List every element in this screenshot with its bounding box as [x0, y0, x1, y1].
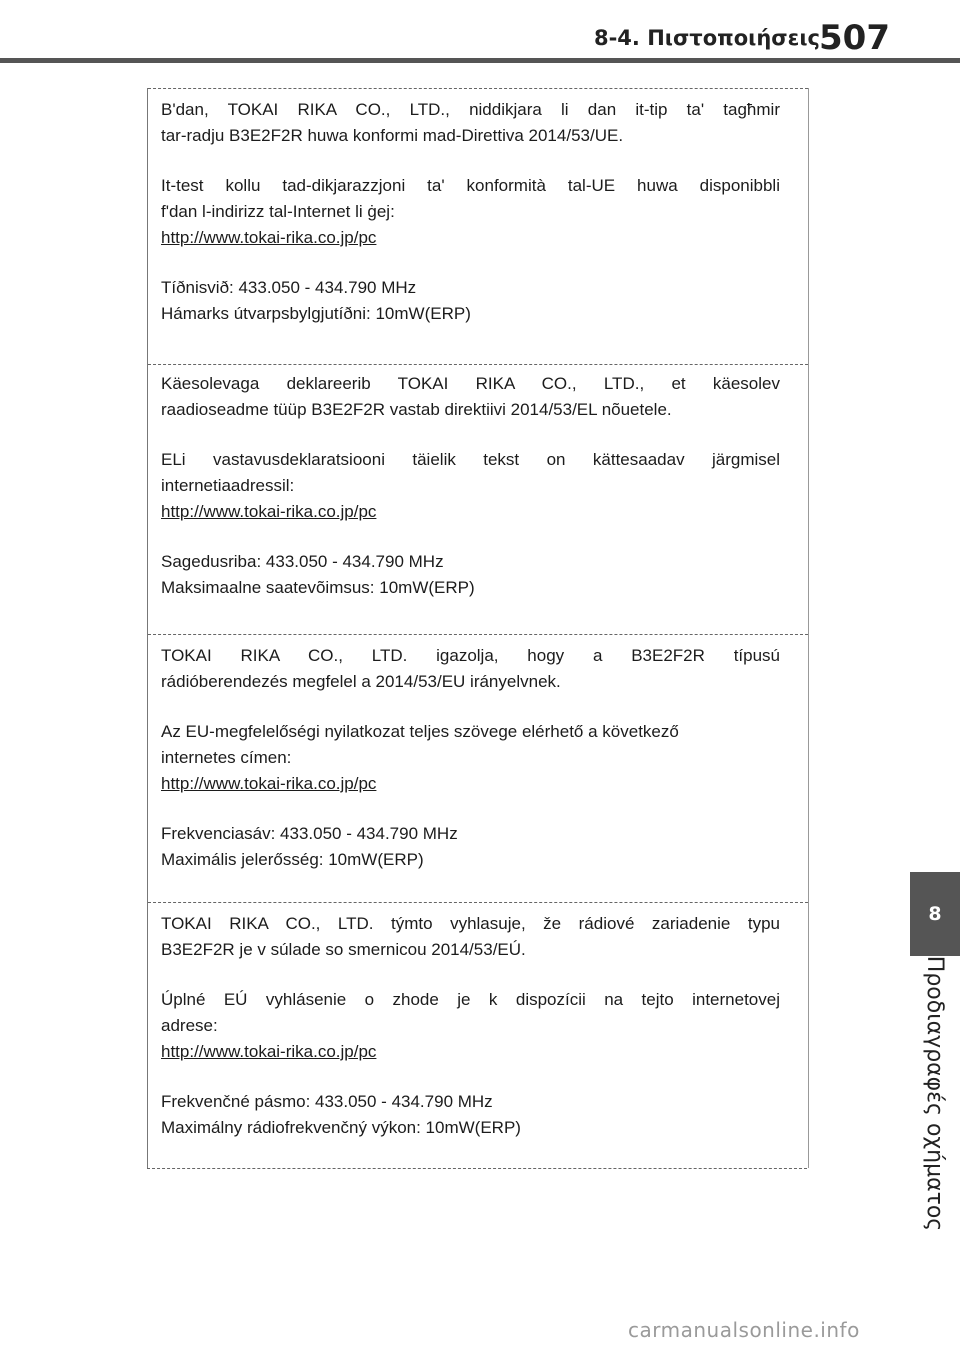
- declaration-statement: [161, 911, 780, 963]
- max-power: Maximális jelerősség: 10mW(ERP): [161, 850, 424, 869]
- chapter-name-label: [910, 955, 960, 1231]
- declaration-hungarian: [148, 634, 808, 873]
- frequency-range: Tíðnisvið: 433.050 - 434.790 MHz: [161, 278, 417, 297]
- statement-line: tar-radju B3E2F2R huwa konformi mad-Direttiva 2014/53/UE.: [161, 126, 624, 145]
- availability-line: Az EU-megfelelőségi nyilatkozat teljes szövege elérhető a következő: [161, 722, 679, 741]
- availability-line: Úplné EÚ vyhlásenie o zhode je k dispozícii na tejto internetovej: [161, 990, 780, 1009]
- declaration-url-link[interactable]: http://www.tokai-rika.co.jp/pc: [161, 774, 377, 793]
- declaration-statement: [161, 643, 780, 695]
- frequency-range: Frekvenčné pásmo: 433.050 - 434.790 MHz: [161, 1092, 493, 1111]
- page-number: 507: [819, 18, 890, 58]
- declaration-maltese: [148, 88, 808, 327]
- declaration-url-link[interactable]: http://www.tokai-rika.co.jp/pc: [161, 1042, 377, 1061]
- frequency-range: Frekvenciasáv: 433.050 - 434.790 MHz: [161, 824, 458, 843]
- declaration-specs: [161, 1089, 780, 1141]
- declaration-estonian: [148, 364, 808, 601]
- section-title: 8-4. Πιστοποιήσεις: [593, 26, 820, 50]
- max-power: Maksimaalne saatevõimsus: 10mW(ERP): [161, 578, 475, 597]
- declaration-specs: [161, 275, 780, 327]
- availability-line: f'dan l-indirizz tal-Internet li ġej:: [161, 202, 395, 221]
- declaration-availability: [161, 987, 780, 1065]
- declaration-specs: [161, 821, 780, 873]
- statement-line: raadioseadme tüüp B3E2F2R vastab direktiivi 2014/53/EL nõuetele.: [161, 400, 672, 419]
- declaration-statement: [161, 371, 780, 423]
- declaration-availability: [161, 173, 780, 251]
- declaration-url-link[interactable]: http://www.tokai-rika.co.jp/pc: [161, 502, 377, 521]
- statement-line: B3E2F2R je v súlade so smernicou 2014/53/EÚ.: [161, 940, 526, 959]
- statement-line: rádióberendezés megfelel a 2014/53/EU irányelvnek.: [161, 672, 561, 691]
- statement-line: TOKAI RIKA CO., LTD. týmto vyhlasuje, že rádiové zariadenie typu: [161, 914, 780, 933]
- chapter-name-text: Προδιαγραφές οχήματος: [922, 955, 948, 1231]
- declaration-availability: [161, 447, 780, 525]
- frequency-range: Sagedusriba: 433.050 - 434.790 MHz: [161, 552, 444, 571]
- declarations-box: [147, 88, 809, 1168]
- max-power: Hámarks útvarpsbylgjutíðni: 10mW(ERP): [161, 304, 471, 323]
- bottom-rule: [147, 1168, 807, 1169]
- declaration-url-link[interactable]: http://www.tokai-rika.co.jp/pc: [161, 228, 377, 247]
- statement-line: B'dan, TOKAI RIKA CO., LTD., niddikjara li dan it-tip ta' tagħmir: [161, 100, 780, 119]
- declaration-statement: [161, 97, 780, 149]
- availability-line: adrese:: [161, 1016, 218, 1035]
- max-power: Maximálny rádiofrekvenčný výkon: 10mW(ERP): [161, 1118, 521, 1137]
- watermark: carmanualsonline.info: [628, 1318, 860, 1342]
- statement-line: TOKAI RIKA CO., LTD. igazolja, hogy a B3E2F2R típusú: [161, 646, 780, 665]
- availability-line: internetiaadressil:: [161, 476, 295, 495]
- chapter-tab[interactable]: [910, 872, 960, 956]
- availability-line: It-test kollu tad-dikjarazzjoni ta' konformità tal-UE huwa disponibbli: [161, 176, 780, 195]
- declaration-availability: [161, 719, 780, 797]
- availability-line: internetes címen:: [161, 748, 292, 767]
- declaration-specs: [161, 549, 780, 601]
- header-rule: [0, 58, 960, 63]
- chapter-number: 8: [928, 903, 942, 925]
- statement-line: Käesolevaga deklareerib TOKAI RIKA CO., LTD., et käesolev: [161, 374, 780, 393]
- availability-line: ELi vastavusdeklaratsiooni täielik tekst on kättesaadav järgmisel: [161, 450, 780, 469]
- declaration-slovak: [148, 902, 808, 1141]
